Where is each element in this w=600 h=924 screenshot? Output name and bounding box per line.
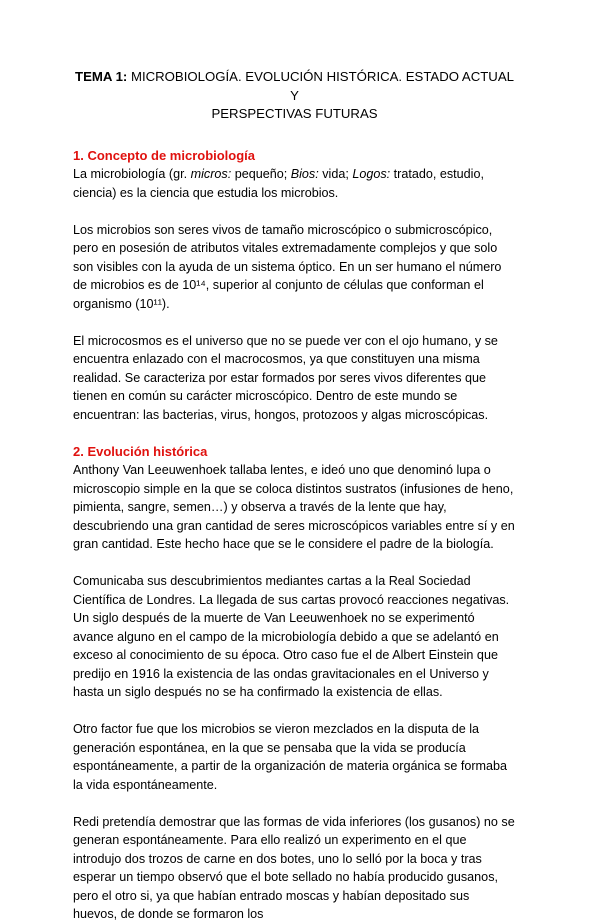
paragraph-leeuwenhoek: Anthony Van Leeuwenhoek tallaba lentes, e ideó uno que denominó lupa o microscopio simple en la que se coloca distintos sustratos (infusiones de heno, pimienta, sangre, semen…) y observa a través de la lente que hay, descubriendo una gran cantidad de seres microscópicos variables entre sí y en gran cantidad. Este hecho hace que se le considere el padre de la biología. [73,463,515,551]
paragraph-definicion [73,165,516,202]
text-run: tratado, estudio, ciencia) es la ciencia que estudia los microbios. [73,167,484,200]
title-label: TEMA 1: [75,69,128,84]
paragraph-generacion-espontanea: Otro factor fue que los microbios se vieron mezclados en la disputa de la generación espontánea, en la que se pensaba que la vida se producía espontáneamente, a partir de la organización de materia orgánica se formaba la vida espontáneamente. [73,722,508,792]
title-text-line2: PERSPECTIVAS FUTURAS [211,106,378,121]
section-heading-evolucion: 2. Evolución histórica [73,443,208,459]
paragraph-redi: Redi pretendía demostrar que las formas de vida inferiores (los gusanos) no se generan espontáneamente. Para ello realizó un experimento en el que introdujo dos trozos de carne en dos botes, uno lo selló por la boca y tras esperar un tiempo observó que el bote sellado no había producido gusanos, pero el otro si, ya que habían entrado moscas y habían depositado sus huevos, de donde se formaron los [73,814,515,921]
document-title [73,68,516,124]
text-run: pequeño; [231,167,291,181]
paragraph-cartas: Comunicaba sus descubrimientos mediantes cartas a la Real Sociedad Científica de Londres. La llegada de sus cartas provocó reacciones negativas. Un siglo después de la muerte de Van Leeuwenhoek no se experimentó avance alguno en el campo de la microbiología debido a que se adelantó en exceso al conocimiento de su época. Otro caso fue el de Albert Einstein que predijo en 1916 la existencia de las ondas gravitacionales en el Universo y hasta un siglo después no se ha confirmado la existencia de ellas. [73,574,510,699]
term-logos: Logos: [352,167,391,181]
text-run: La microbiología (gr. [73,167,191,181]
term-bios: Bios: [290,167,319,181]
paragraph-microbios: Los microbios son seres vivos de tamaño microscópico o submicroscópico, pero en posesión de atributos vitales extremadamente complejos y que solo son visibles con la ayuda de un sistema óptico. En un ser humano el número de microbios es de 10¹⁴, superior al conjunto de células que conforman el organismo (10¹¹). [73,222,502,311]
title-text-line1: MICROBIOLOGÍA. EVOLUCIÓN HISTÓRICA. ESTADO ACTUAL Y [130,69,514,103]
term-micros: micros: [190,167,232,181]
section-heading-concepto: 1. Concepto de microbiología [73,147,256,163]
text-run: vida; [318,167,353,181]
paragraph-microcosmos: El microcosmos es el universo que no se puede ver con el ojo humano, y se encuentra enlazado con el macrocosmos, ya que constituyen una misma realidad. Se caracteriza por estar formados por seres vivos diferentes que tienen en común su carácter microscópico. Dentro de este mundo se encuentran: las bacterias, virus, hongos, protozoos y algas microscópicas. [73,333,498,422]
